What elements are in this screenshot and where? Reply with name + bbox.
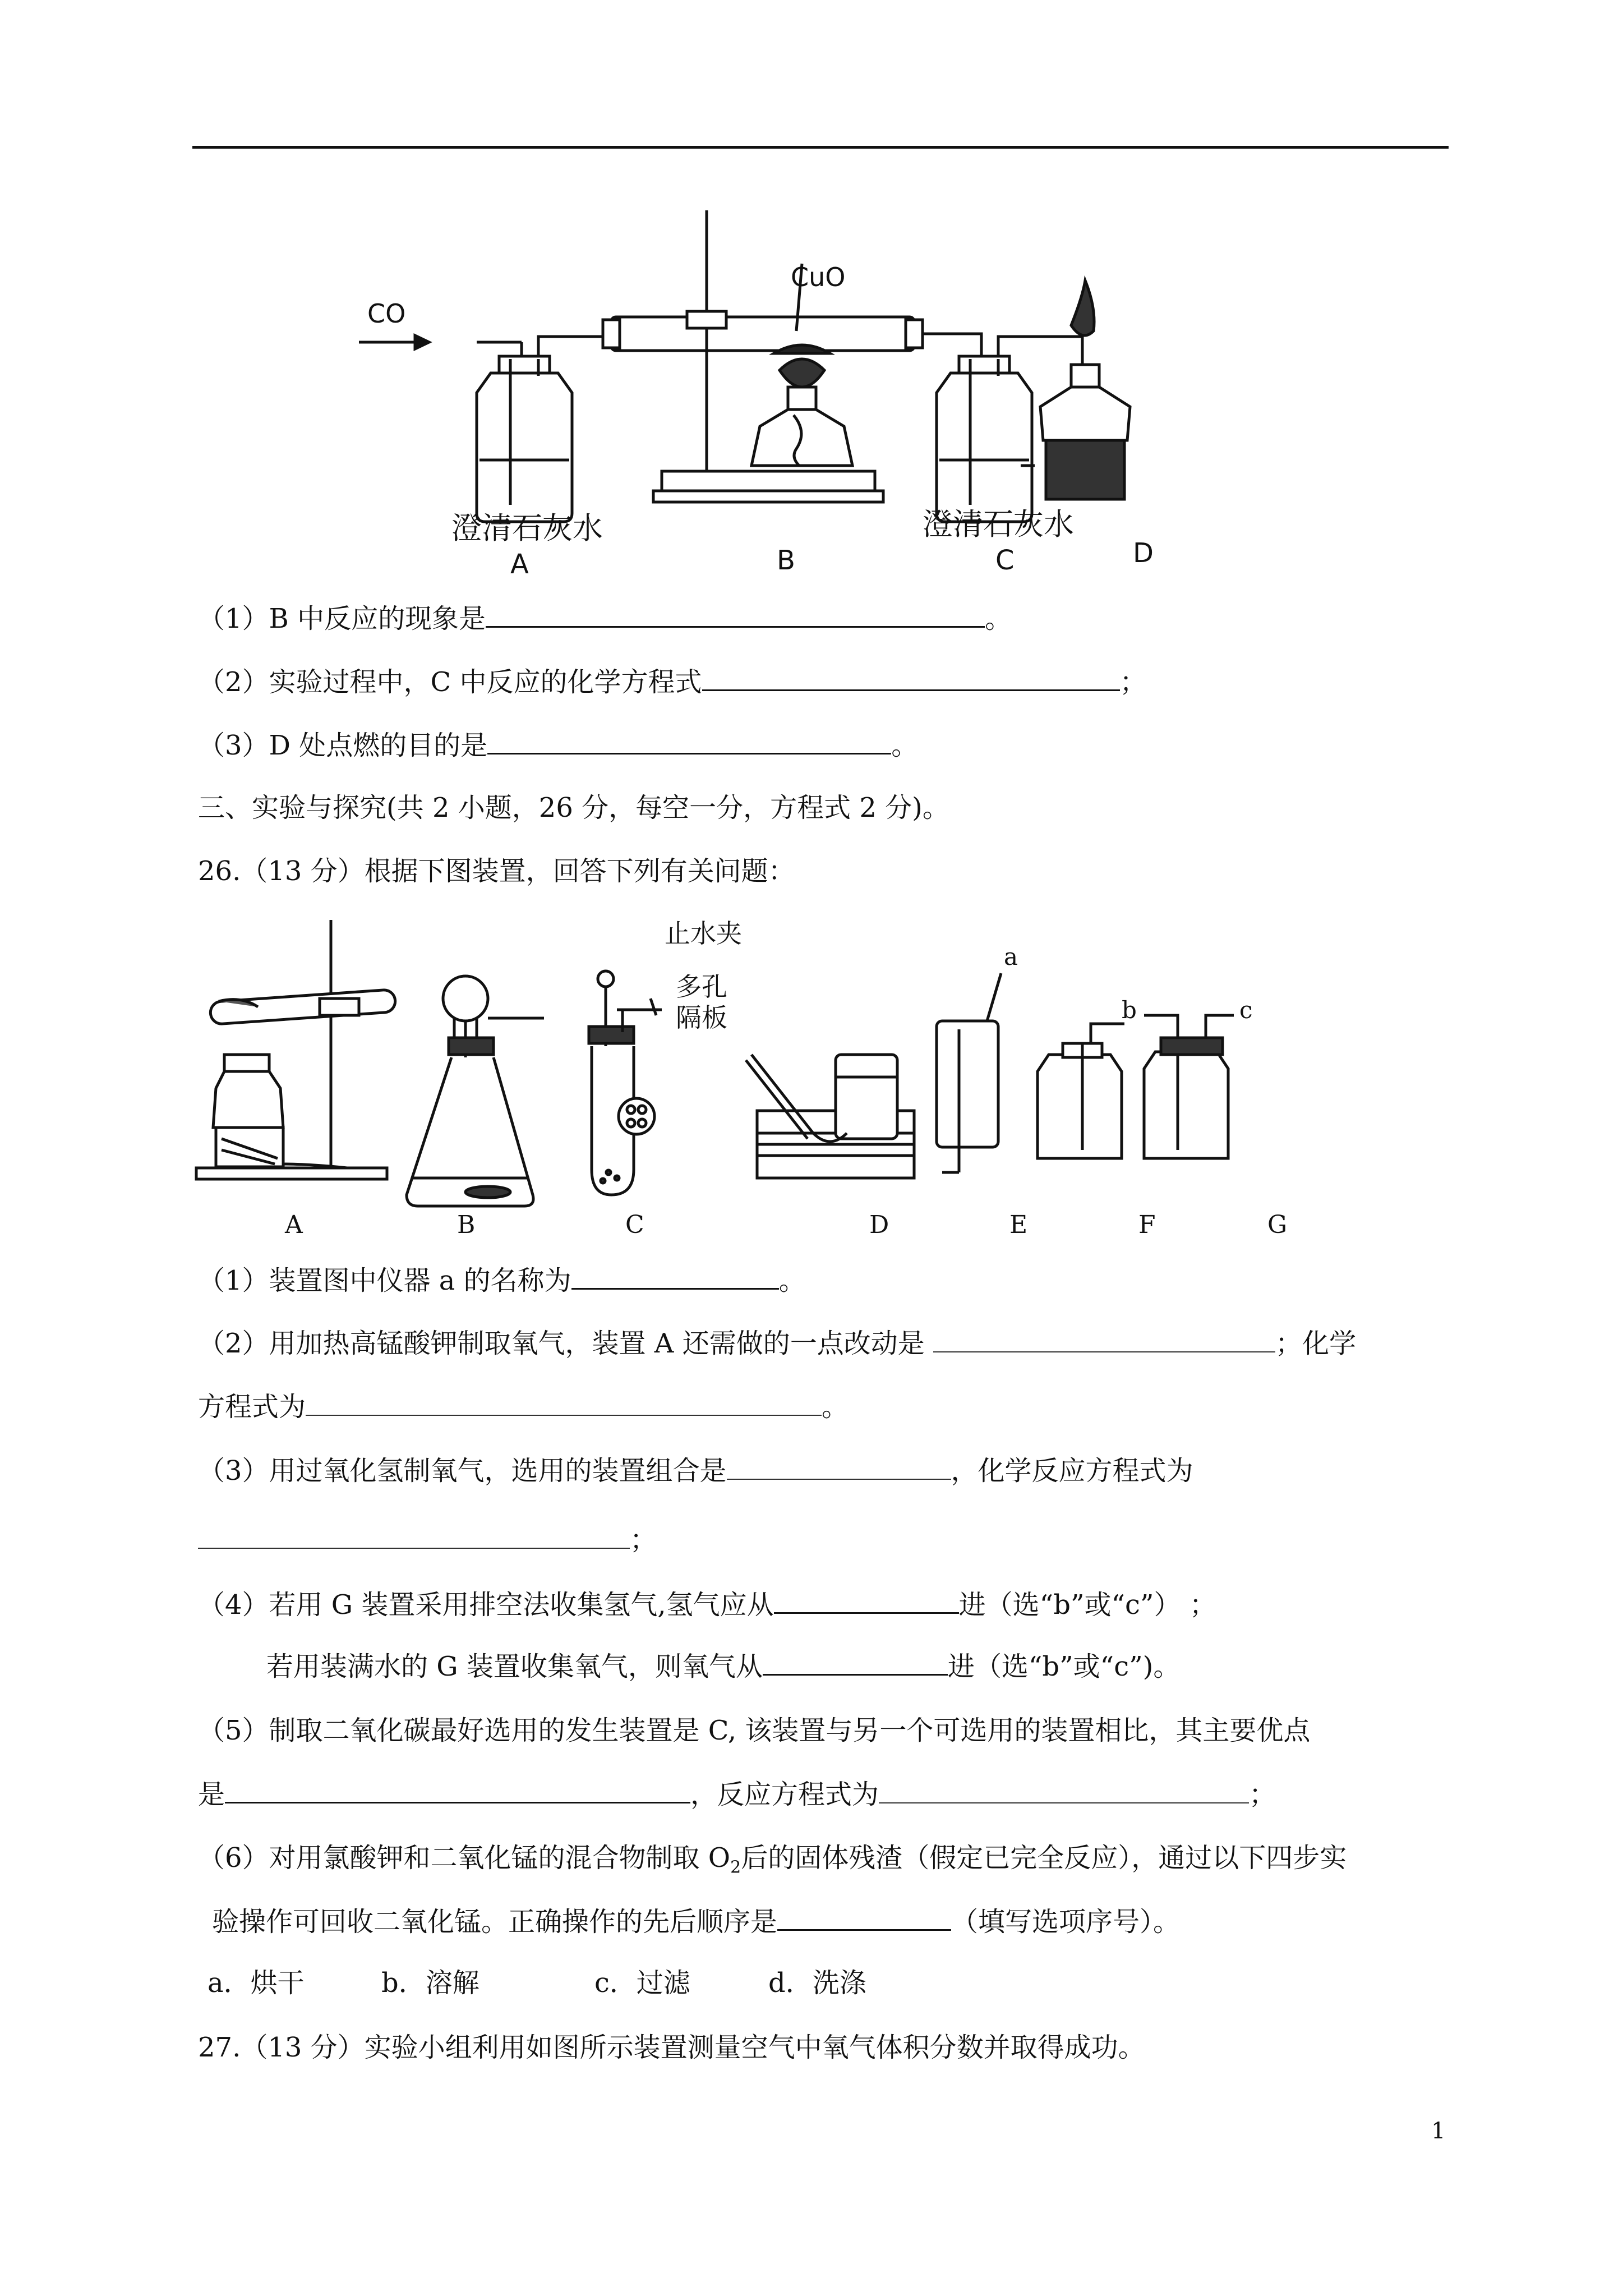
q26-part6a: （6）对用氯酸钾和二氧化锰的混合物制取 $O_2$后的固体残渣（假定已完全反应），通过以下四步实: [198, 1842, 1347, 1878]
q26-part4b: 若用装满水的 G 装置收集氧气，则氧气从 进（选“b”或“c”)。: [266, 1649, 1180, 1683]
q26-part5b: 是 ，反应方程式为 ；: [198, 1777, 1276, 1811]
apparatus-label-g: G: [1267, 1211, 1288, 1239]
apparatus-label-e: E: [1009, 1211, 1028, 1239]
answer-blank[interactable]: [486, 601, 985, 628]
q25-part3: （3）D 处点燃的目的是 。: [198, 728, 918, 762]
porous-plate-label-1: 多孔: [676, 972, 727, 1002]
q26-part2a: （2）用加热高锰酸钾制取氧气，装置 A 还需做的一点改动是 ；化学: [198, 1328, 1356, 1359]
answer-blank[interactable]: [777, 1904, 951, 1931]
clamp-label: 止水夹: [665, 918, 742, 949]
answer-blank[interactable]: [306, 1390, 822, 1416]
q26-part3a: （3）用过氧化氢制氧气，选用的装置组合是 ，化学反应方程式为: [198, 1455, 1193, 1487]
limewater-label-c: 澄清石灰水: [923, 507, 1074, 542]
answer-blank[interactable]: [879, 1778, 1249, 1803]
port-b-label: b: [1122, 996, 1137, 1024]
answer-blank[interactable]: [763, 1649, 948, 1676]
fig1-letter-d: D: [1133, 537, 1154, 569]
page-number: 1: [1431, 2118, 1446, 2144]
answer-blank[interactable]: [774, 1588, 959, 1614]
answer-blank[interactable]: [487, 728, 891, 754]
header-rule: [192, 146, 1449, 149]
porous-plate-label-2: 隔板: [676, 1002, 727, 1033]
fig1-letter-a: A: [510, 549, 529, 580]
fig1-letter-b: B: [777, 545, 795, 576]
q26-part1: （1）装置图中仪器 a 的名称为 。: [198, 1263, 806, 1297]
fig1-letter-c: C: [995, 545, 1015, 576]
answer-blank[interactable]: [571, 1263, 779, 1290]
co-gas-label: CO: [367, 298, 406, 329]
option-d: d．洗涤: [768, 1967, 866, 1999]
instrument-a-label: a: [1004, 943, 1018, 970]
apparatus-label-f: F: [1138, 1211, 1156, 1239]
option-a: a．烘干: [208, 1967, 305, 1999]
q26-part2b: 方程式为 。: [198, 1391, 849, 1423]
gas-apparatus-figure: [191, 909, 1357, 1257]
limewater-label-a: 澄清石灰水: [451, 510, 603, 546]
q27-title: 27.（13 分）实验小组利用如图所示装置测量空气中氧气体积分数并取得成功。: [198, 2032, 1145, 2063]
q26-part6b: 验操作可回收二氧化锰。正确操作的先后顺序是 （填写选项序号）。: [212, 1904, 1180, 1939]
cuo-label: CuO: [791, 262, 846, 292]
q26-options: [208, 1966, 866, 2000]
co-reduction-apparatus-figure: [348, 202, 1200, 583]
q26-part3b: ；: [198, 1523, 657, 1557]
answer-blank[interactable]: [702, 665, 1120, 691]
answer-blank[interactable]: [225, 1777, 690, 1803]
apparatus-label-c: C: [625, 1211, 644, 1239]
section-3-heading: 三、实验与探究(共 2 小题，26 分，每空一分，方程式 2 分)。: [198, 792, 949, 823]
q25-part1: （1）B 中反应的现象是 。: [198, 601, 1012, 636]
q26-title: 26.（13 分）根据下图装置，回答下列有关问题：: [198, 855, 795, 887]
answer-blank[interactable]: [198, 1523, 630, 1549]
apparatus-label-b: B: [457, 1211, 476, 1239]
q25-part2: （2）实验过程中，C 中反应的化学方程式 ；: [198, 665, 1147, 699]
answer-blank[interactable]: [727, 1454, 951, 1480]
answer-blank[interactable]: [933, 1327, 1275, 1352]
port-c-label: c: [1239, 996, 1253, 1024]
apparatus-label-a: A: [285, 1211, 303, 1239]
option-c: c．过滤: [594, 1967, 690, 1999]
option-b: b．溶解: [381, 1967, 479, 1999]
apparatus-label-d: D: [869, 1211, 889, 1239]
q26-part4a: （4）若用 G 装置采用排空法收集氢气,氢气应从 进（选“b”或“c”） ；: [198, 1588, 1216, 1622]
q26-part5a: （5）制取二氧化碳最好选用的发生装置是 C, 该装置与另一个可选用的装置相比，其主要优点: [198, 1715, 1311, 1746]
